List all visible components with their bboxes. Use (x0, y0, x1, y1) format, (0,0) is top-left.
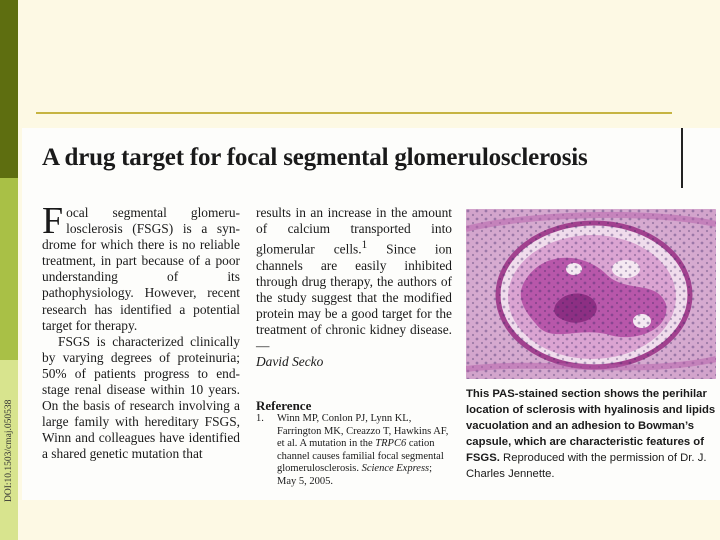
column-divider (681, 128, 683, 188)
reference-gene: TRPC6 (375, 438, 407, 450)
figure-caption (466, 387, 718, 482)
reference-heading: Reference (256, 398, 312, 413)
reference-text (277, 413, 450, 489)
caption-bold-text: This PAS-stained section shows the perihilar location of sclerosis with hyalinosis and lipids vacuolation and an adhesion to Bowman’s capsule, which are characteristic features of FSGS. (466, 388, 716, 464)
article-headline: A drug target for focal segmental glomerulosclerosis (42, 144, 588, 171)
article-column-1 (42, 200, 240, 463)
second-paragraph: FSGS is characterized clinically by varying degrees of proteinuria; 50% of patients progress to end-stage renal disease within 10 years. On the basis of research involving a large family with hereditary FSGS, Winn and colleagues have identified a shared genetic mutation that (42, 333, 240, 462)
intro-paragraph (42, 200, 240, 334)
continuation-paragraph (256, 205, 452, 370)
title-rule (36, 112, 672, 114)
drop-cap: F (42, 200, 64, 242)
reference-date: ; May 5, 2005. (277, 463, 433, 487)
caption-credit: Reproduced with the permission of Dr. J. Charles Jennette. (466, 451, 707, 480)
article-column-2 (256, 205, 452, 370)
author-byline: David Secko (256, 354, 324, 370)
continuation-text: results in an increase in the amount of calcium transported into glomerular cells. (256, 205, 452, 257)
citation-superscript: 1 (361, 239, 368, 252)
doi-label: DOI:10.1503/cmaj.050538 (4, 399, 14, 502)
pas-stained-micrograph (466, 209, 716, 379)
side-bar-mid-segment (0, 178, 18, 360)
side-bar-dark-segment (0, 0, 18, 178)
continuation-text-after: Since ion channels are easily inhibited through drug therapy, the authors of the study suggest that the modified protein may be a good target for the treatment of chronic kidney disease. — (256, 241, 452, 354)
intro-text: ocal segmental glomerulosclerosis (FSGS) is a syndrome for which there is no reliable treatment, in part because of a poor understanding of its pathophysiology. However, recent research has identified a potential target for therapy. (42, 205, 240, 333)
reference-number: 1. (256, 413, 264, 424)
reference-title: cation channel causes familial focal segmental glomerulosclerosis. (277, 438, 444, 475)
reference-journal: Science Express (361, 463, 430, 475)
micrograph-image (466, 209, 716, 379)
reference-authors: Winn MP, Conlon PJ, Lynn KL, Farrington MK, Creazzo T, Hawkins AF, et al. A mutation in the (277, 413, 449, 450)
